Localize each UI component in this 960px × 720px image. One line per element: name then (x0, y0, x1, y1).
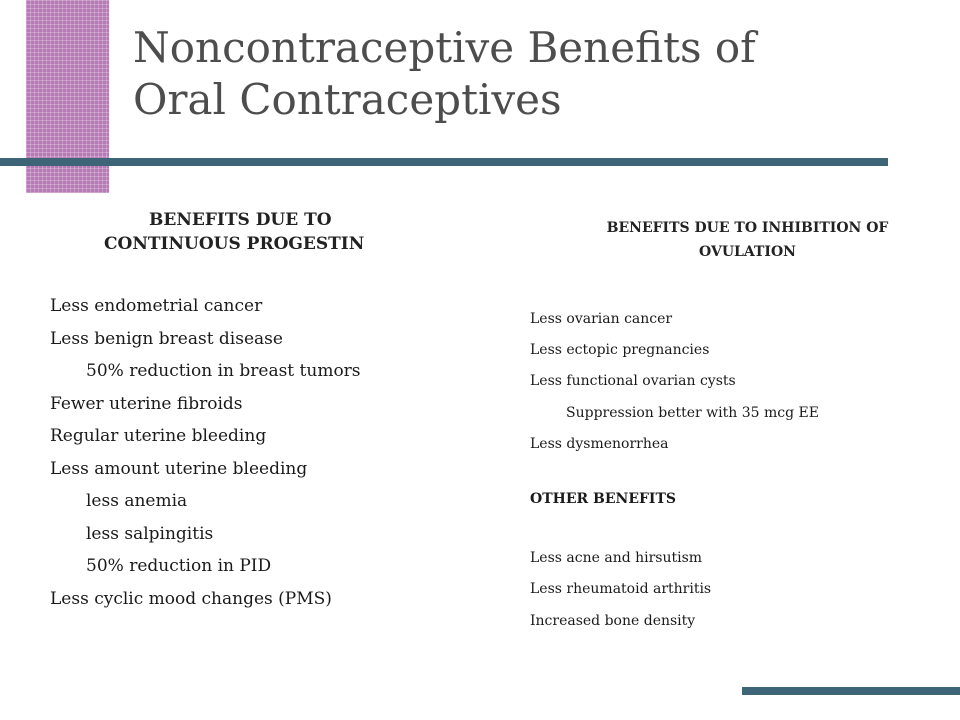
ovulation-benefits-list (530, 304, 955, 637)
right-heading-line-1: BENEFITS DUE TO INHIBITION OF (606, 220, 889, 236)
left-heading-line-2: CONTINUOUS PROGESTIN (104, 234, 365, 254)
left-heading-line-1: BENEFITS DUE TO (149, 210, 332, 230)
list-item: Less amount uterine bleeding (50, 458, 308, 479)
list-item: Regular uterine bleeding (50, 426, 267, 446)
list-item: Less ovarian cancer (530, 311, 673, 327)
title-line-2: Oral Contraceptives (133, 75, 562, 124)
list-item: Less ectopic pregnancies (530, 342, 710, 359)
right-heading-line-2: OVULATION (699, 244, 796, 260)
right-column (530, 216, 955, 637)
bottom-divider (742, 687, 960, 695)
list-item: 50% reduction in PID (86, 556, 272, 576)
left-column-heading (50, 208, 480, 256)
progestin-benefits-list (50, 290, 480, 615)
list-item: Less endometrial cancer (50, 296, 263, 316)
other-benefits-heading: OTHER BENEFITS (530, 491, 677, 508)
list-item: Less dysmenorrhea (530, 435, 669, 452)
list-item: Less acne and hirsutism (530, 550, 703, 567)
right-column-heading (530, 216, 955, 264)
slide-title (133, 22, 933, 126)
left-column (50, 208, 480, 615)
list-item: less anemia (86, 491, 188, 511)
list-item: Increased bone density (530, 612, 696, 629)
list-item: Less cyclic mood changes (PMS) (50, 588, 332, 609)
list-item: Less rheumatoid arthritis (530, 581, 712, 598)
title-line-1: Noncontraceptive Benefits of (133, 23, 756, 72)
list-item: Less benign breast disease (50, 328, 283, 349)
list-item: less salpingitis (86, 523, 214, 544)
list-item: 50% reduction in breast tumors (86, 361, 361, 381)
title-divider (0, 158, 888, 166)
list-item: Suppression better with 35 mcg EE (566, 404, 819, 421)
list-item: Less functional ovarian cysts (530, 373, 736, 390)
list-item: Fewer uterine fibroids (50, 393, 243, 414)
